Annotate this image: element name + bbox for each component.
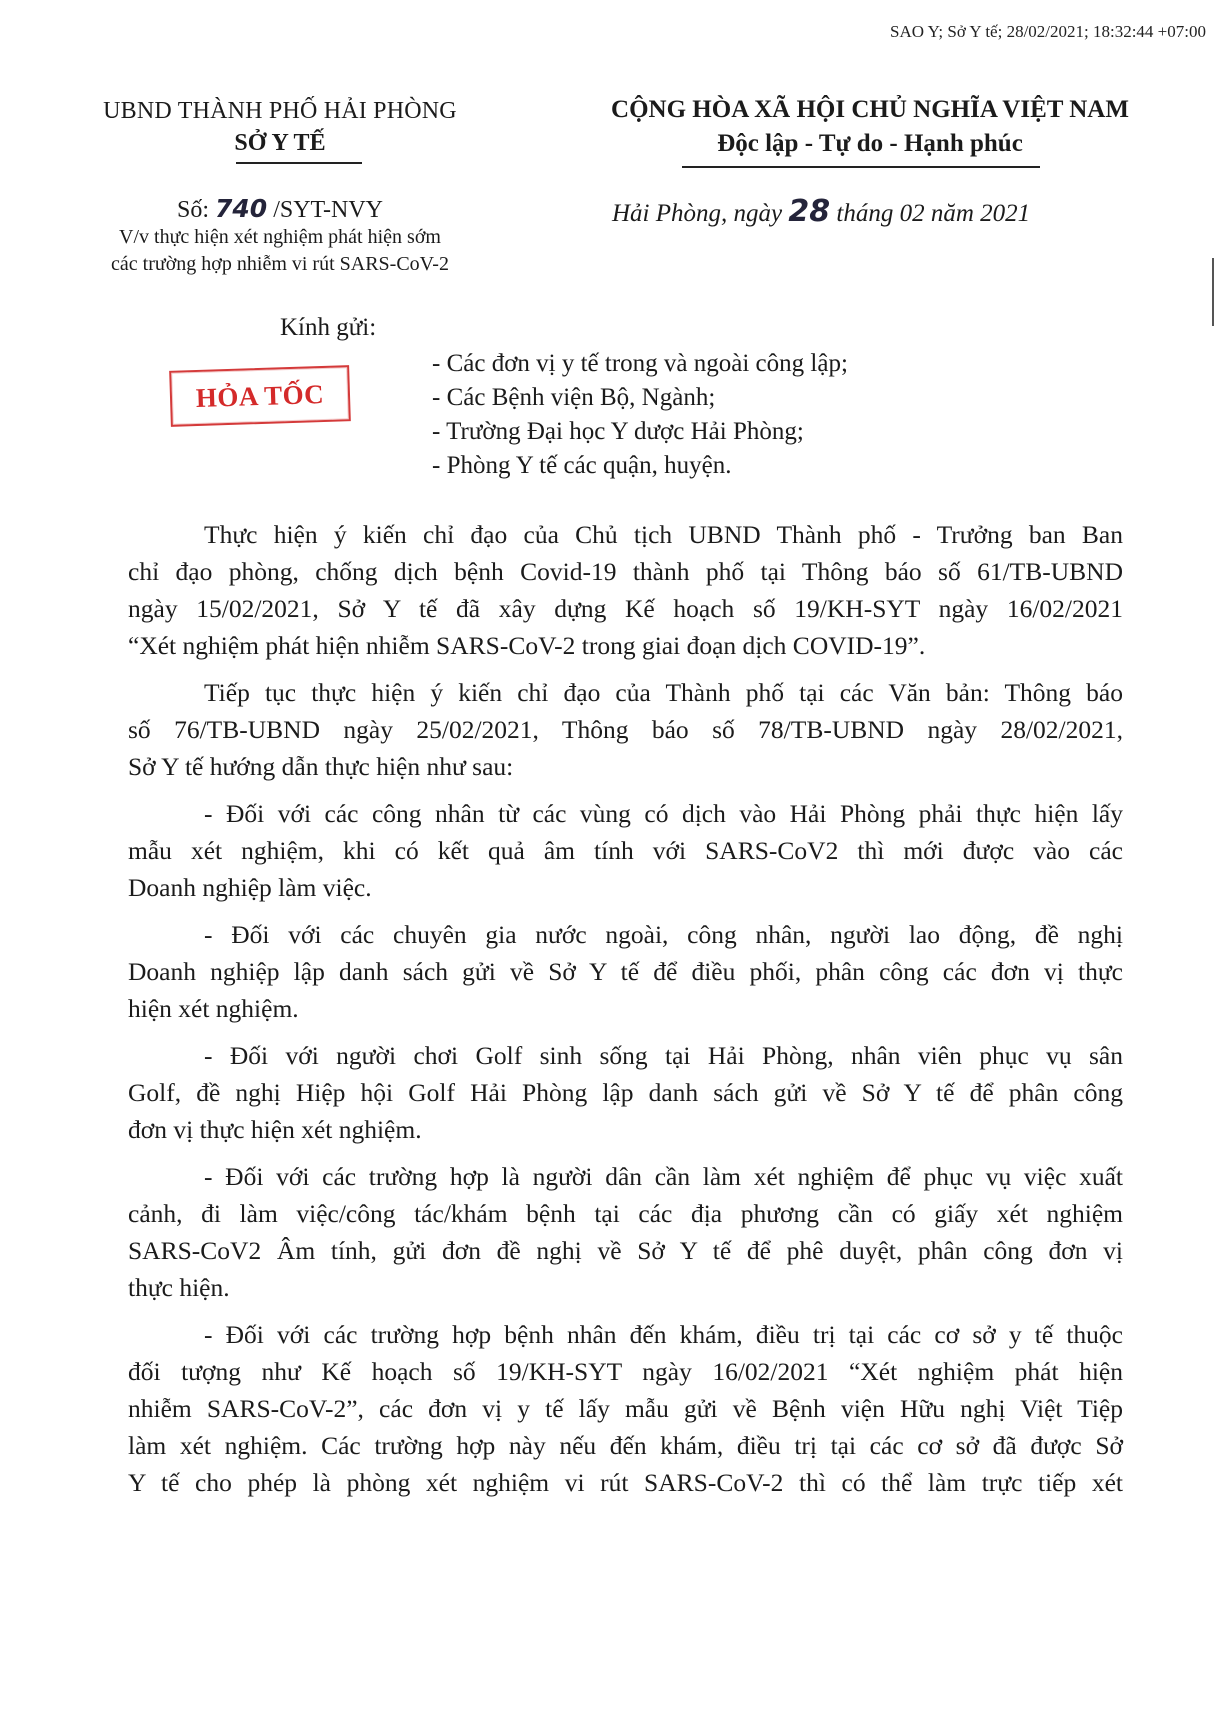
- recipient-item: - Các Bệnh viện Bộ, Ngành;: [432, 384, 716, 411]
- body-line: Sở Y tế hướng dẫn thực hiện như sau:: [128, 752, 514, 781]
- body-line: Doanh nghiệp lập danh sách gửi về Sở Y tế để điều phối, phân công các đơn vị thực: [128, 957, 1123, 986]
- document-number-handwritten: 740: [215, 194, 268, 223]
- document-number: [0, 194, 560, 224]
- body-line: đối tượng như Kế hoạch số 19/KH-SYT ngày 16/02/2021 “Xét nghiệm phát hiện: [128, 1357, 1123, 1386]
- urgent-stamp: HỎA TỐC: [169, 365, 351, 427]
- body-line: Doanh nghiệp làm việc.: [128, 873, 372, 902]
- body-line: số 76/TB-UBND ngày 25/02/2021, Thông báo số 78/TB-UBND ngày 28/02/2021,: [128, 715, 1123, 744]
- recipient-item: - Trường Đại học Y dược Hải Phòng;: [432, 418, 804, 445]
- organization-name: UBND THÀNH PHỐ HẢI PHÒNG: [103, 98, 457, 124]
- subject-line-1: V/v thực hiện xét nghiệm phát hiện sớm: [119, 226, 441, 248]
- body-line: mẫu xét nghiệm, khi có kết quả âm tính với SARS-CoV2 thì mới được vào các: [128, 836, 1123, 865]
- document-number-prefix: Số:: [177, 197, 210, 223]
- department-name: SỞ Y TẾ: [234, 130, 326, 156]
- national-title: CỘNG HÒA XÃ HỘI CHỦ NGHĨA VIỆT NAM: [611, 96, 1129, 123]
- body-line: thực hiện.: [128, 1273, 230, 1302]
- digital-copy-stamp: SAO Y; Sở Y tế; 28/02/2021; 18:32:44 +07:00: [890, 22, 1206, 41]
- body-line: - Đối với người chơi Golf sinh sống tại Hải Phòng, nhân viên phục vụ sân: [204, 1041, 1123, 1070]
- body-line: chỉ đạo phòng, chống dịch bệnh Covid-19 thành phố tại Thông báo số 61/TB-UBND: [128, 557, 1123, 586]
- body-line: - Đối với các công nhân từ các vùng có dịch vào Hải Phòng phải thực hiện lấy: [204, 799, 1123, 828]
- national-motto: Độc lập - Tự do - Hạnh phúc: [717, 130, 1023, 157]
- recipient-item: - Phòng Y tế các quận, huyện.: [432, 452, 732, 479]
- body-line: hiện xét nghiệm.: [128, 994, 299, 1023]
- body-line: đơn vị thực hiện xét nghiệm.: [128, 1115, 422, 1144]
- recipient-item: - Các đơn vị y tế trong và ngoài công lập;: [432, 350, 848, 377]
- scan-edge-mark: [1212, 258, 1214, 326]
- document-date: [612, 194, 1030, 229]
- body-line: Golf, đề nghị Hiệp hội Golf Hải Phòng lập danh sách gửi về Sở Y tế để phân công: [128, 1078, 1123, 1107]
- body-line: SARS-CoV2 Âm tính, gửi đơn đề nghị về Sở Y tế để phê duyệt, phân công đơn vị: [128, 1236, 1123, 1265]
- body-line: - Đối với các chuyên gia nước ngoài, công nhân, người lao động, đề nghị: [204, 920, 1123, 949]
- date-suffix: tháng 02 năm 2021: [836, 200, 1031, 227]
- motto-underline: [682, 166, 1040, 168]
- department-underline: [236, 162, 362, 164]
- body-line: Y tế cho phép là phòng xét nghiệm vi rút SARS-CoV-2 thì có thể làm trực tiếp xét: [128, 1468, 1123, 1497]
- body-line: Tiếp tục thực hiện ý kiến chỉ đạo của Thành phố tại các Văn bản: Thông báo: [204, 678, 1123, 707]
- recipients-label: Kính gửi:: [280, 314, 377, 341]
- body-line: nhiễm SARS-CoV-2”, các đơn vị y tế lấy mẫu gửi về Bệnh viện Hữu nghị Việt Tiệp: [128, 1394, 1123, 1423]
- body-line: - Đối với các trường hợp bệnh nhân đến khám, điều trị tại các cơ sở y tế thuộc: [204, 1320, 1123, 1349]
- subject-line-2: các trường hợp nhiễm vi rút SARS-CoV-2: [111, 253, 449, 275]
- body-line: làm xét nghiệm. Các trường hợp này nếu đến khám, điều trị tại các cơ sở đã được Sở: [128, 1431, 1123, 1460]
- date-prefix: Hải Phòng, ngày: [612, 200, 783, 227]
- body-line: “Xét nghiệm phát hiện nhiễm SARS-CoV-2 trong giai đoạn dịch COVID-19”.: [128, 631, 926, 660]
- body-line: - Đối với các trường hợp là người dân cần làm xét nghiệm để phục vụ việc xuất: [204, 1162, 1123, 1191]
- body-line: cảnh, đi làm việc/công tác/khám bệnh tại các địa phương cần có giấy xét nghiệm: [128, 1199, 1123, 1228]
- date-day-handwritten: 28: [788, 194, 831, 229]
- document-number-suffix: /SYT-NVY: [273, 197, 383, 223]
- body-line: Thực hiện ý kiến chỉ đạo của Chủ tịch UBND Thành phố - Trưởng ban Ban: [204, 520, 1123, 549]
- body-line: ngày 15/02/2021, Sở Y tế đã xây dựng Kế hoạch số 19/KH-SYT ngày 16/02/2021: [128, 594, 1123, 623]
